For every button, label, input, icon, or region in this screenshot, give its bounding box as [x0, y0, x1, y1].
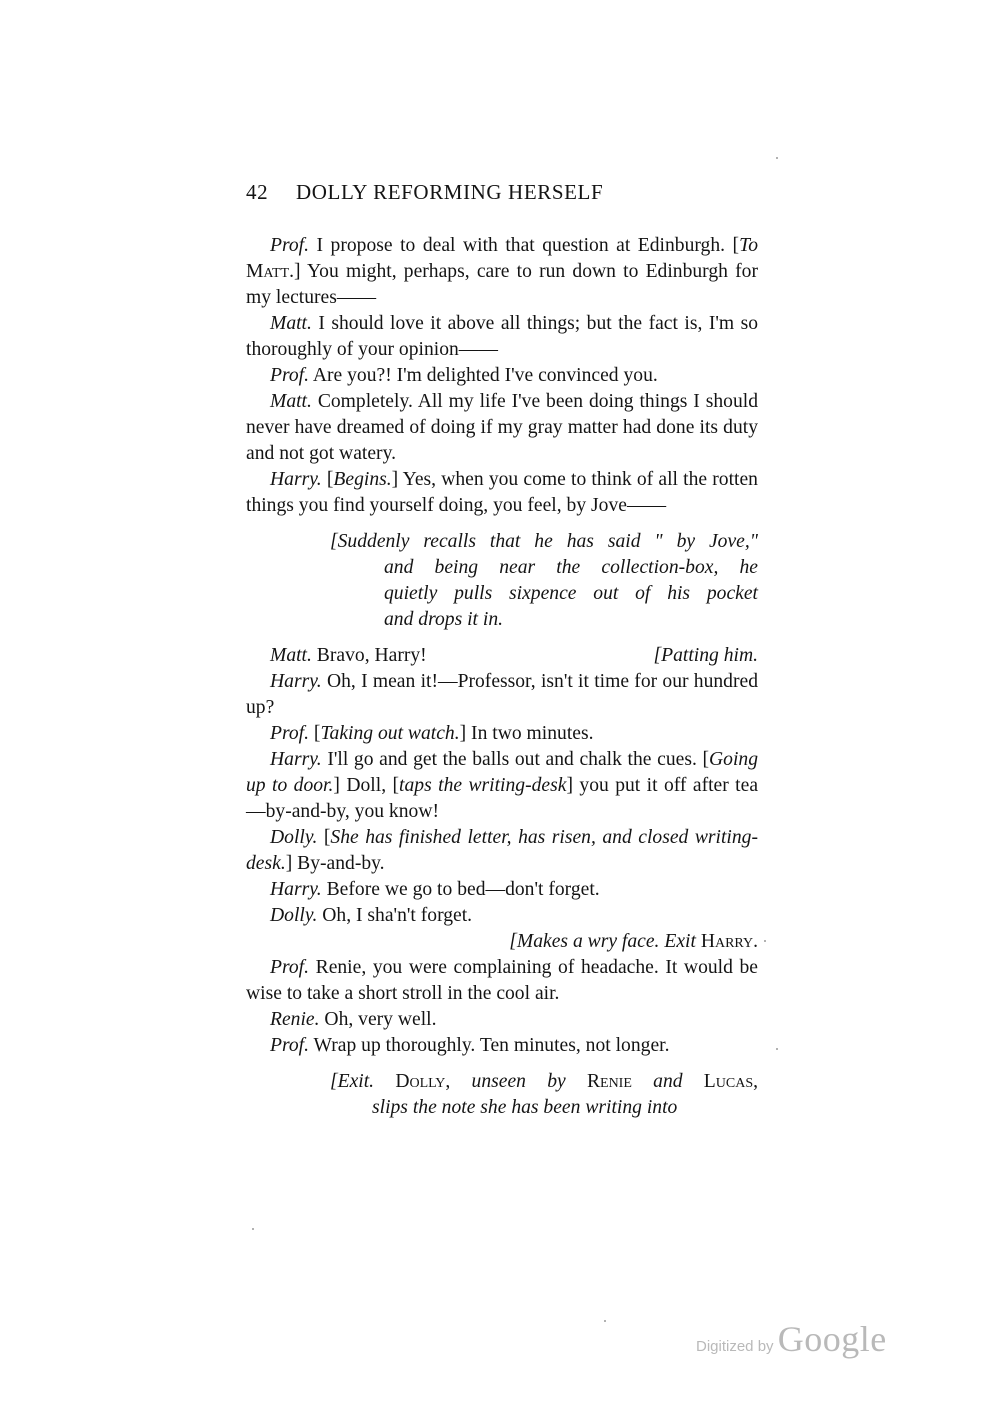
speech-prof-3: [246, 721, 758, 747]
speaker: Prof.: [270, 957, 310, 978]
speech-text: I should love it above all things; but the fact is, I'm so thoroughly of your opinion——: [246, 313, 758, 360]
speech-prof-5: [246, 1033, 758, 1059]
speech-text: I propose to deal with that question at Edinburgh. [: [309, 235, 740, 256]
scan-speck: [252, 1228, 254, 1230]
character-name: Lucas,: [682, 1071, 759, 1092]
play-text: [246, 233, 758, 1121]
stage-direction-text: [Makes a wry face. Exit: [509, 931, 696, 952]
speaker: Renie.: [270, 1009, 320, 1030]
stage-direction-line: and being near the collection-box, he: [384, 557, 758, 578]
speaker: Prof.: [270, 1035, 310, 1056]
speaker: Matt.: [270, 391, 312, 412]
stage-direction-text: and: [631, 1071, 683, 1092]
speech-text: ] you put it off after tea—by-and-by, you know!: [246, 775, 759, 822]
scan-speck: [776, 157, 778, 159]
stage-direction-inline: taps the writing-desk: [399, 775, 567, 796]
speaker: Harry.: [270, 749, 322, 770]
speech-renie-1: [246, 1007, 758, 1033]
scan-speck: [604, 1320, 606, 1322]
speech-text: Are you?! I'm delighted I've convinced you.: [309, 365, 658, 386]
digitized-watermark: [696, 1318, 887, 1360]
speech-prof-1: [246, 233, 758, 311]
speech-harry-2: [246, 669, 758, 721]
page-number: 42: [246, 180, 269, 204]
stage-direction-inline: Taking out watch.: [320, 723, 460, 744]
speech-text: Oh, I mean it!—Professor, isn't it time for our hundred up?: [246, 671, 758, 718]
stage-direction-inline: To: [739, 235, 758, 256]
scan-speck: [764, 940, 766, 942]
speech-text: [: [317, 827, 331, 848]
character-name: Renie: [565, 1071, 632, 1092]
speaker: Matt.: [270, 645, 312, 666]
speaker: Dolly.: [270, 905, 318, 926]
stage-direction-text: unseen by: [450, 1071, 566, 1092]
speech-prof-4: [246, 955, 758, 1007]
speech-text: ] By-and-by.: [285, 853, 385, 874]
speaker: Harry.: [270, 879, 322, 900]
stage-direction-line: [246, 1069, 758, 1095]
running-header: [246, 180, 766, 205]
running-title: DOLLY REFORMING HERSELF: [296, 180, 604, 204]
speech-prof-2: [246, 363, 758, 389]
stage-direction-inline: She has finished letter, has risen, and closed writing-desk.: [246, 827, 758, 874]
google-logo: Google: [777, 1319, 887, 1359]
character-name: Dolly,: [374, 1071, 451, 1092]
speech-text: Wrap up thoroughly. Ten minutes, not longer.: [309, 1035, 670, 1056]
speech-text: Oh, I sha'n't forget.: [317, 905, 473, 926]
stage-direction-inline: [Patting him.: [653, 645, 758, 666]
stage-direction-inline: Begins.: [333, 469, 392, 490]
watermark-text: Digitized by: [696, 1338, 778, 1355]
speech-harry-4: [246, 877, 758, 903]
character-name: Matt.: [246, 261, 294, 282]
stage-direction-inline: Going up to door.: [246, 749, 758, 796]
speech-text: ] Doll, [: [333, 775, 400, 796]
scan-speck: [776, 1048, 778, 1050]
speech-text: ] Yes, when you come to think of all the rotten things you find yourself doing, you feel, by Jove——: [246, 469, 758, 516]
speech-text: ] You might, perhaps, care to run down to Edinburgh for my lectures——: [246, 261, 758, 308]
stage-direction-line: slips the note she has been writing into: [372, 1097, 678, 1118]
stage-direction-line: [Suddenly recalls that he has said " by Jove,": [330, 531, 758, 552]
speaker: Prof.: [270, 235, 310, 256]
speaker: Prof.: [270, 365, 310, 386]
speech-dolly-2: [246, 903, 758, 929]
speech-text: [: [321, 469, 334, 490]
speech-matt-3: [246, 643, 758, 669]
speech-harry-3: [246, 747, 758, 825]
speech-text: Completely. All my life I've been doing things I should never have dreamed of doing if my gray matter had done its duty and not got watery.: [246, 391, 758, 464]
stage-direction-line: quietly pulls sixpence out of his pocket: [384, 583, 758, 604]
speech-text: Before we go to bed—don't forget.: [321, 879, 600, 900]
speech-text: [: [309, 723, 321, 744]
speech-dolly-1: [246, 825, 758, 877]
speech-matt-2: [246, 389, 758, 467]
speaker: Matt.: [270, 313, 312, 334]
speech-text: ] In two minutes.: [459, 723, 594, 744]
speaker: Harry.: [270, 469, 322, 490]
speech-harry-1: [246, 467, 758, 519]
speaker: Harry.: [270, 671, 322, 692]
speech-text: Oh, very well.: [319, 1009, 437, 1030]
speaker: Dolly.: [270, 827, 318, 848]
stage-direction-line: and drops it in.: [384, 609, 504, 630]
speech-text: Renie, you were complaining of headache. It would be wise to take a short stroll in the cool air.: [246, 957, 758, 1004]
speech-text: I'll go and get the balls out and chalk the cues. [: [321, 749, 710, 770]
stage-direction-exit-harry: [246, 929, 758, 955]
speech-matt-1: [246, 311, 758, 363]
character-name: Harry.: [695, 931, 758, 952]
stage-direction-text: [Exit.: [330, 1071, 375, 1092]
speaker: Prof.: [270, 723, 310, 744]
speech-text: Bravo, Harry!: [311, 645, 427, 666]
